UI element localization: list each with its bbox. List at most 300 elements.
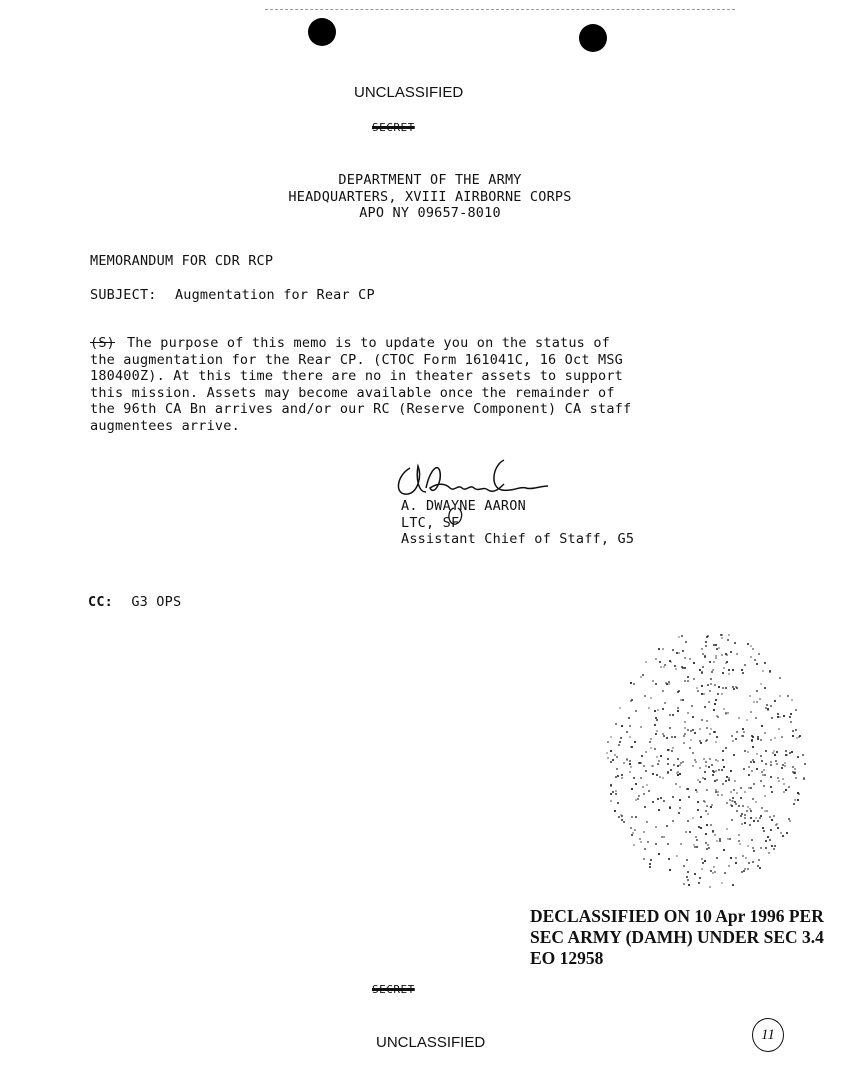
noise-dot xyxy=(711,671,713,673)
noise-dot xyxy=(708,766,710,768)
noise-dot xyxy=(748,862,750,864)
noise-dot xyxy=(688,884,690,886)
noise-dot xyxy=(714,703,716,705)
noise-dot xyxy=(621,774,623,776)
noise-dot xyxy=(663,836,665,838)
noise-dot xyxy=(765,847,767,849)
noise-dot xyxy=(705,833,707,835)
noise-dot xyxy=(764,795,766,797)
noise-dot xyxy=(670,769,672,771)
noise-dot xyxy=(742,672,744,674)
noise-dot xyxy=(672,796,674,798)
noise-dot xyxy=(776,763,778,765)
noise-dot xyxy=(677,758,679,760)
noise-dot xyxy=(747,868,749,870)
noise-dot xyxy=(717,760,719,762)
noise-dot xyxy=(746,719,748,721)
noise-dot xyxy=(683,883,685,885)
noise-dot xyxy=(747,845,749,847)
noise-dot xyxy=(674,665,676,667)
noise-dot xyxy=(759,867,761,869)
noise-dot xyxy=(755,717,757,719)
noise-dot xyxy=(715,791,717,793)
noise-dot xyxy=(783,791,785,793)
noise-dot xyxy=(746,810,748,812)
noise-dot xyxy=(755,817,757,819)
noise-dot xyxy=(725,653,727,655)
noise-dot xyxy=(717,693,719,695)
noise-dot xyxy=(615,793,617,795)
noise-dot xyxy=(619,741,621,743)
noise-dot xyxy=(615,723,617,725)
noise-dot xyxy=(700,827,702,829)
noise-dot xyxy=(667,771,669,773)
noise-dot xyxy=(748,766,750,768)
noise-dot xyxy=(706,727,708,729)
noise-dot xyxy=(706,824,708,826)
noise-dot xyxy=(743,731,745,733)
noise-dot xyxy=(752,746,754,748)
noise-dot xyxy=(775,760,777,762)
subject-label: SUBJECT: xyxy=(90,287,157,303)
noise-dot xyxy=(685,641,687,643)
noise-dot xyxy=(796,737,798,739)
classification-bottom: UNCLASSIFIED xyxy=(376,1034,486,1051)
noise-dot xyxy=(628,717,630,719)
noise-dot xyxy=(672,820,674,822)
noise-dot xyxy=(752,847,754,849)
noise-dot xyxy=(699,781,701,783)
noise-dot xyxy=(656,719,658,721)
noise-dot xyxy=(736,792,738,794)
noise-dot xyxy=(654,724,656,726)
noise-dot xyxy=(764,732,766,734)
noise-dot xyxy=(750,810,752,812)
noise-dot xyxy=(701,648,703,650)
noise-dot xyxy=(728,669,730,671)
noise-dot xyxy=(669,727,671,729)
noise-dot xyxy=(699,740,701,742)
noise-dot xyxy=(687,879,689,881)
noise-dot xyxy=(687,676,689,678)
noise-dot xyxy=(723,667,725,669)
noise-dot xyxy=(725,747,727,749)
noise-dot xyxy=(610,785,612,787)
noise-dot xyxy=(732,669,734,671)
noise-dot xyxy=(753,701,755,703)
noise-dot xyxy=(682,761,684,763)
noise-dot xyxy=(644,806,646,808)
noise-dot xyxy=(657,798,659,800)
noise-dot xyxy=(701,719,703,721)
noise-dot xyxy=(721,634,723,636)
noise-dot xyxy=(715,699,717,701)
noise-dot xyxy=(715,759,717,761)
noise-dot xyxy=(692,729,694,731)
noise-dot xyxy=(692,752,694,754)
noise-dot xyxy=(631,834,633,836)
noise-dot xyxy=(750,787,752,789)
cc-label: CC: xyxy=(88,594,113,610)
noise-dot xyxy=(623,762,625,764)
noise-dot xyxy=(642,674,644,676)
noise-dot xyxy=(700,742,702,744)
noise-dot xyxy=(645,661,647,663)
noise-dot xyxy=(752,798,754,800)
noise-dot xyxy=(712,770,714,772)
noise-dot xyxy=(757,820,759,822)
noise-dot xyxy=(770,705,772,707)
noise-dot xyxy=(785,789,787,791)
noise-dot xyxy=(783,715,785,717)
noise-dot xyxy=(616,756,618,758)
page-number: 11 xyxy=(761,1027,775,1043)
noise-dot xyxy=(654,710,656,712)
noise-dot xyxy=(786,754,788,756)
noise-dot xyxy=(662,708,664,710)
noise-dot xyxy=(773,750,775,752)
noise-dot xyxy=(758,859,760,861)
noise-dot xyxy=(630,827,632,829)
noise-dot xyxy=(678,690,680,692)
noise-dot xyxy=(629,771,631,773)
noise-dot xyxy=(706,805,708,807)
noise-dot xyxy=(621,819,623,821)
noise-dot xyxy=(709,758,711,760)
noise-dot xyxy=(743,870,745,872)
noise-dot xyxy=(738,834,740,836)
letterhead xyxy=(200,172,660,222)
noise-dot xyxy=(635,816,637,818)
noise-dot xyxy=(756,690,758,692)
noise-dot xyxy=(744,817,746,819)
noise-dot xyxy=(706,789,708,791)
noise-dot xyxy=(621,777,623,779)
noise-dot xyxy=(751,770,753,772)
noise-dot xyxy=(671,750,673,752)
declass-line1: DECLASSIFIED ON 10 Apr 1996 PER xyxy=(530,906,824,926)
noise-dot xyxy=(710,728,712,730)
noise-dot xyxy=(643,765,645,767)
noise-dot xyxy=(687,712,689,714)
noise-dot xyxy=(722,672,724,674)
noise-dot xyxy=(752,759,754,761)
noise-dot xyxy=(663,800,665,802)
noise-dot xyxy=(702,862,704,864)
noise-dot xyxy=(744,814,746,816)
body-line: this mission. Assets may become available once the remainder of xyxy=(90,384,615,401)
noise-dot xyxy=(643,858,645,860)
cc-value: G3 OPS xyxy=(131,594,182,610)
noise-dot xyxy=(677,765,679,767)
cc-line xyxy=(88,594,181,611)
noise-dot xyxy=(682,699,684,701)
letterhead-line3: APO NY 09657-8010 xyxy=(359,205,501,221)
noise-dot xyxy=(744,664,746,666)
body-line: (S) The purpose of this memo is to update you on the status of xyxy=(90,335,610,351)
noise-dot xyxy=(712,774,714,776)
noise-dot xyxy=(631,816,633,818)
noise-dot xyxy=(705,810,707,812)
noise-dot xyxy=(696,846,698,848)
noise-dot xyxy=(777,827,779,829)
noise-dot xyxy=(701,671,703,673)
noise-dot xyxy=(716,840,718,842)
noise-dot xyxy=(634,829,636,831)
noise-dot xyxy=(738,717,740,719)
noise-dot xyxy=(728,779,730,781)
noise-dot xyxy=(725,780,727,782)
noise-dot xyxy=(721,794,723,796)
noise-dot xyxy=(674,736,676,738)
noise-dot xyxy=(764,687,766,689)
noise-dot xyxy=(640,841,642,843)
noise-dot xyxy=(652,773,654,775)
noise-dot xyxy=(747,643,749,645)
noise-dot xyxy=(710,806,712,808)
noise-dot xyxy=(642,786,644,788)
noise-dot xyxy=(781,767,783,769)
noise-dot xyxy=(704,655,706,657)
noise-dot xyxy=(707,813,709,815)
noise-dot xyxy=(620,737,622,739)
noise-dot xyxy=(803,778,805,780)
noise-dot xyxy=(606,752,608,754)
noise-dot xyxy=(619,707,621,709)
noise-dot xyxy=(626,758,628,760)
noise-dot xyxy=(640,726,642,728)
noise-dot xyxy=(750,656,752,658)
noise-dot xyxy=(699,767,701,769)
noise-dot xyxy=(773,815,775,817)
noise-dot xyxy=(715,770,717,772)
scan-noise xyxy=(600,600,810,890)
noise-dot xyxy=(704,706,706,708)
noise-dot xyxy=(715,644,717,646)
noise-dot xyxy=(714,780,716,782)
noise-dot xyxy=(732,797,734,799)
noise-dot xyxy=(617,775,619,777)
noise-dot xyxy=(684,721,686,723)
noise-dot xyxy=(612,791,614,793)
noise-dot xyxy=(660,797,662,799)
noise-dot xyxy=(734,780,736,782)
noise-dot xyxy=(788,786,790,788)
noise-dot xyxy=(744,750,746,752)
noise-dot xyxy=(794,799,796,801)
noise-dot xyxy=(765,750,767,752)
noise-dot xyxy=(721,693,723,695)
noise-dot xyxy=(643,793,645,795)
noise-dot xyxy=(779,677,781,679)
noise-dot xyxy=(649,866,651,868)
noise-dot xyxy=(655,683,657,685)
noise-dot xyxy=(694,873,696,875)
noise-dot xyxy=(782,778,784,780)
noise-dot xyxy=(791,699,793,701)
letterhead-line2: HEADQUARTERS, XVIII AIRBORNE CORPS xyxy=(288,188,572,205)
noise-dot xyxy=(651,765,653,767)
noise-dot xyxy=(730,791,732,793)
noise-dot xyxy=(692,716,694,718)
noise-dot xyxy=(761,725,763,727)
noise-dot xyxy=(669,869,671,871)
noise-dot xyxy=(640,676,642,678)
noise-dot xyxy=(735,857,737,859)
noise-dot xyxy=(713,866,715,868)
noise-dot xyxy=(736,731,738,733)
noise-dot xyxy=(733,789,735,791)
noise-dot xyxy=(675,783,677,785)
noise-dot xyxy=(715,655,717,657)
noise-dot xyxy=(703,693,705,695)
noise-dot xyxy=(682,650,684,652)
noise-dot xyxy=(795,709,797,711)
noise-dot xyxy=(721,882,723,884)
noise-dot xyxy=(727,639,729,641)
noise-dot xyxy=(621,725,623,727)
noise-dot xyxy=(733,688,735,690)
noise-dot xyxy=(644,695,646,697)
noise-dot xyxy=(699,728,701,730)
noise-dot xyxy=(650,859,652,861)
noise-dot xyxy=(630,766,632,768)
noise-dot xyxy=(662,777,664,779)
noise-dot xyxy=(782,835,784,837)
noise-dot xyxy=(645,751,647,753)
noise-dot xyxy=(684,680,686,682)
noise-dot xyxy=(666,825,668,827)
noise-dot xyxy=(660,666,662,668)
noise-dot xyxy=(677,707,679,709)
noise-dot xyxy=(783,783,785,785)
noise-dot xyxy=(633,777,635,779)
noise-dot xyxy=(675,668,677,670)
noise-dot xyxy=(731,819,733,821)
noise-dot xyxy=(718,769,720,771)
noise-dot xyxy=(618,816,620,818)
noise-dot xyxy=(752,648,754,650)
noise-dot xyxy=(759,698,761,700)
noise-dot xyxy=(692,817,694,819)
noise-dot xyxy=(705,641,707,643)
noise-dot xyxy=(778,780,780,782)
noise-dot xyxy=(699,877,701,879)
noise-dot xyxy=(688,796,690,798)
noise-dot xyxy=(726,828,728,830)
noise-dot xyxy=(686,876,688,878)
noise-dot xyxy=(678,652,680,654)
noise-dot xyxy=(669,807,671,809)
noise-dot xyxy=(690,739,692,741)
noise-dot xyxy=(731,805,733,807)
noise-dot xyxy=(741,813,743,815)
noise-dot xyxy=(712,831,714,833)
paragraph-marking: (S) xyxy=(90,335,115,351)
noise-dot xyxy=(657,763,659,765)
noise-dot xyxy=(761,760,763,762)
noise-dot xyxy=(756,701,758,703)
noise-dot xyxy=(660,755,662,757)
noise-dot xyxy=(711,764,713,766)
noise-dot xyxy=(695,789,697,791)
noise-dot xyxy=(714,684,716,686)
noise-dot xyxy=(798,736,800,738)
noise-dot xyxy=(804,763,806,765)
noise-dot xyxy=(710,683,712,685)
noise-dot xyxy=(802,754,804,756)
signer-rank: LTC, SF xyxy=(401,514,460,531)
noise-dot xyxy=(658,853,660,855)
noise-dot xyxy=(650,738,652,740)
body-line: augmentees arrive. xyxy=(90,417,240,434)
noise-dot xyxy=(792,735,794,737)
noise-dot xyxy=(646,821,648,823)
noise-dot xyxy=(691,705,693,707)
noise-dot xyxy=(723,766,725,768)
noise-dot xyxy=(727,712,729,714)
noise-dot xyxy=(678,812,680,814)
noise-dot xyxy=(629,760,631,762)
noise-dot xyxy=(630,682,632,684)
signer-name: A. DWAYNE AARON xyxy=(401,498,526,514)
noise-dot xyxy=(793,803,795,805)
noise-dot xyxy=(769,839,771,841)
noise-dot xyxy=(683,742,685,744)
noise-dot xyxy=(779,716,781,718)
noise-dot xyxy=(693,844,695,846)
noise-dot xyxy=(771,717,773,719)
noise-dot xyxy=(732,884,734,886)
noise-dot xyxy=(735,686,737,688)
noise-dot xyxy=(684,727,686,729)
noise-dot xyxy=(649,741,651,743)
body-line: the 96th CA Bn arrives and/or our RC (Reserve Component) CA staff xyxy=(90,401,632,417)
noise-dot xyxy=(790,713,792,715)
noise-dot xyxy=(795,777,797,779)
noise-dot xyxy=(756,663,758,665)
noise-dot xyxy=(714,834,716,836)
noise-dot xyxy=(629,725,631,727)
noise-dot xyxy=(635,783,637,785)
noise-dot xyxy=(740,797,742,799)
noise-dot xyxy=(641,755,643,757)
signer-title: Assistant Chief of Staff, G5 xyxy=(401,531,635,547)
noise-dot xyxy=(765,840,767,842)
noise-dot xyxy=(724,872,726,874)
noise-dot xyxy=(648,707,650,709)
noise-dot xyxy=(789,820,791,822)
noise-dot xyxy=(749,824,751,826)
noise-dot xyxy=(702,777,704,779)
noise-dot xyxy=(696,791,698,793)
declass-line2: SEC ARMY (DAMH) UNDER SEC 3.4 xyxy=(530,927,824,947)
noise-dot xyxy=(763,830,765,832)
memo-to: MEMORANDUM FOR CDR RCP xyxy=(90,253,274,269)
noise-dot xyxy=(659,661,661,663)
noise-dot xyxy=(666,737,668,739)
noise-dot xyxy=(742,728,744,730)
noise-dot xyxy=(706,636,708,638)
classification-top: UNCLASSIFIED xyxy=(354,84,464,101)
noise-dot xyxy=(695,761,697,763)
noise-dot xyxy=(722,783,724,785)
noise-dot xyxy=(713,709,715,711)
noise-dot xyxy=(769,816,771,818)
noise-dot xyxy=(685,831,687,833)
overstruck-marking-top: SECRET xyxy=(372,121,415,134)
noise-dot xyxy=(709,661,711,663)
